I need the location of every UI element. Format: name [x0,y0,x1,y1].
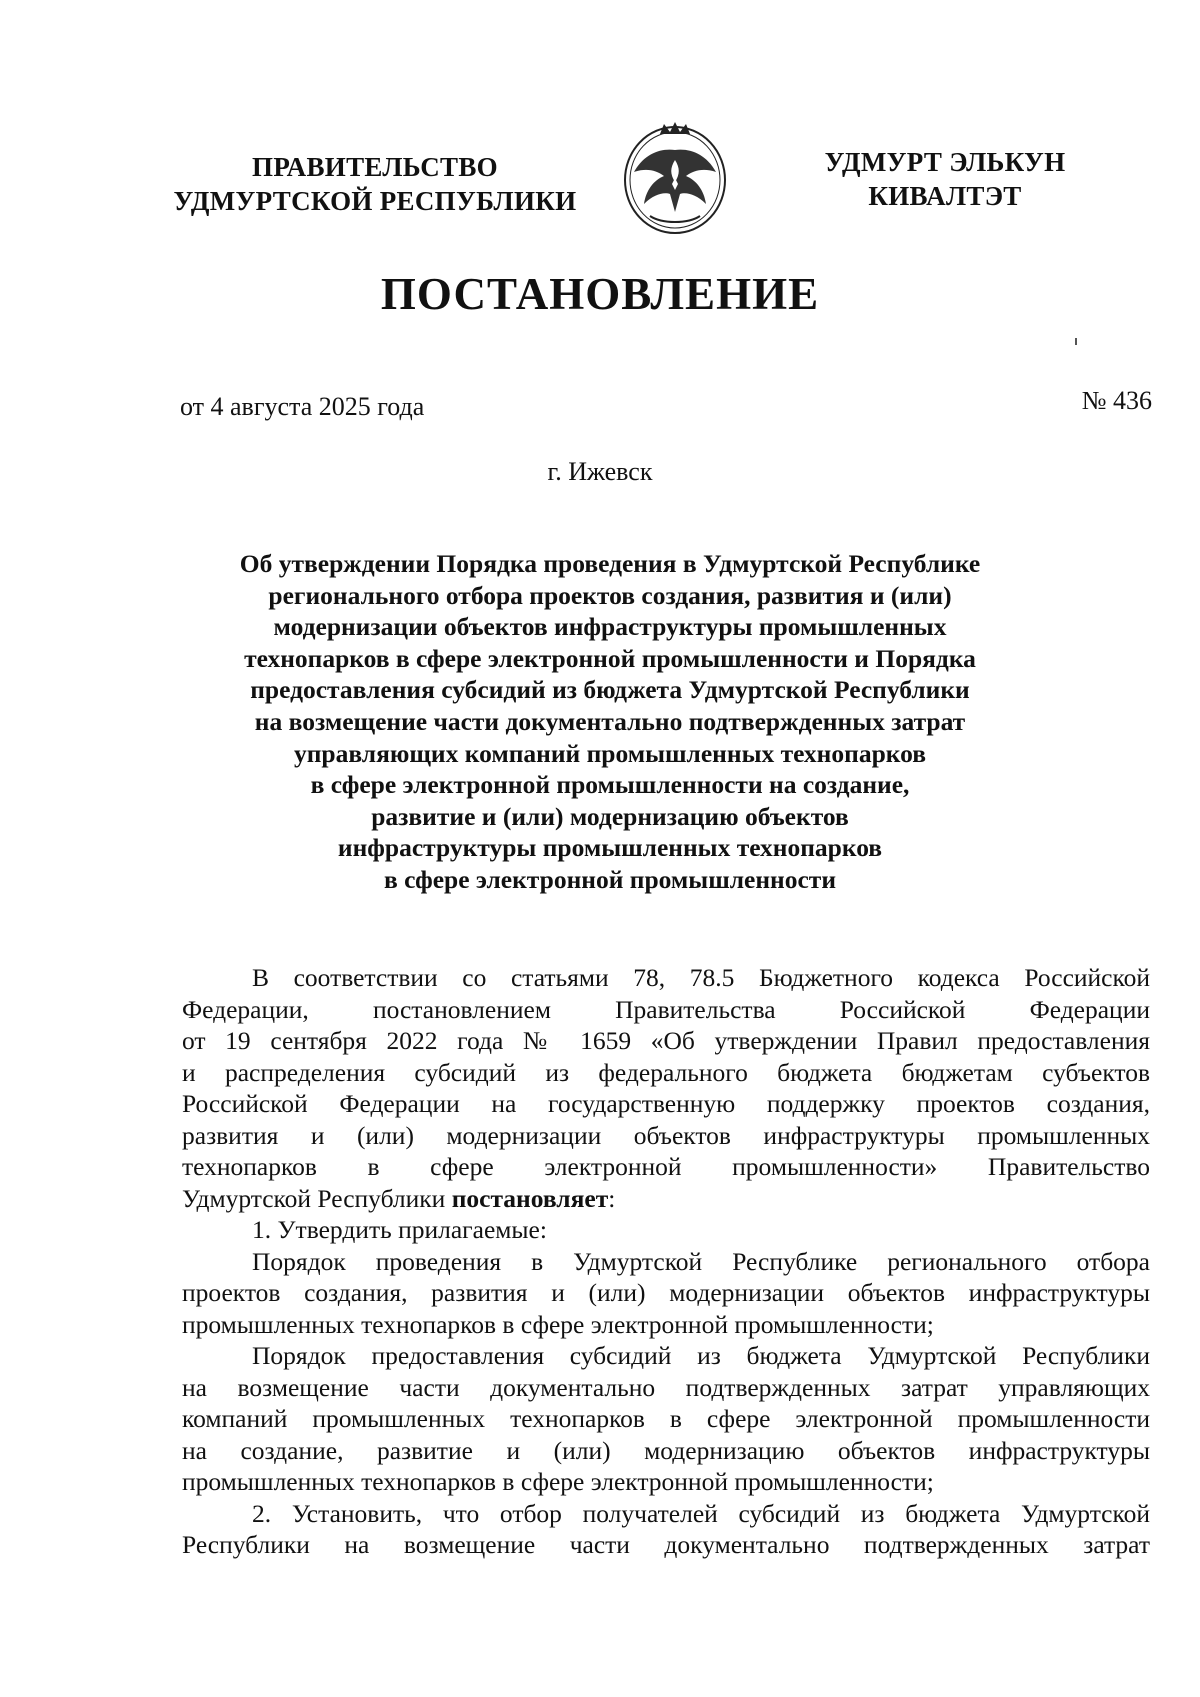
header-right-line-1: УДМУРТ ЭЛЬКУН [824,147,1066,177]
body-line: Порядок предоставления субсидий из бюджета Удмуртской Республики [252,1341,1150,1370]
body-line: проектов создания, развития и (или) модернизации объектов инфраструктуры [182,1278,1150,1307]
subject-line: развитие и (или) модернизацию объектов [371,801,849,831]
header-left-line-2: УДМУРТСКОЙ РЕСПУБЛИКИ [173,186,577,216]
body-line: Республики на возмещение части документально подтвержденных затрат [182,1530,1150,1559]
subject-line: предоставления субсидий из бюджета Удмуртской Республики [250,675,970,705]
body-line: Порядок проведения в Удмуртской Республике регионального отбора [252,1246,1150,1276]
body-line: промышленных технопарков в сфере электронной промышленности; [182,1467,934,1496]
body-line: компаний промышленных технопарков в сфере электронной промышленности [182,1404,1150,1433]
body-line: Российской Федерации на государственную поддержку проектов создания, [182,1089,1150,1118]
body-line: и распределения субсидий из федерального бюджета бюджетам субъектов [182,1057,1150,1087]
header-left [170,150,580,218]
body-line: 2. Установить, что отбор получателей субсидий из бюджета Удмуртской [252,1498,1150,1528]
body-line: промышленных технопарков в сфере электронной промышленности; [182,1309,934,1339]
subject-line: модернизации объектов инфраструктуры промышленных [273,612,947,642]
body-paragraph-order-2 [182,1340,1150,1498]
body-paragraph-item-2 [182,1498,1150,1561]
subject-line: регионального отбора проектов создания, развития и (или) [268,580,952,610]
coat-of-arms-emblem [620,120,730,235]
subject-line: Об утверждении Порядка проведения в Удмуртской Республике [239,549,981,578]
body-line [182,1183,1150,1215]
document-number: № 436 [1081,386,1152,415]
document-body [182,962,1150,1561]
subject-line: в сфере электронной промышленности на создание, [310,770,910,800]
body-text: : [608,1183,616,1213]
body-line: технопарков в сфере электронной промышленности» Правительство [182,1152,1150,1181]
document-city: г. Ижевск [547,457,653,486]
document-type-title: ПОСТАНОВЛЕНИЕ [380,269,820,319]
body-line: В соответствии со статьями 78, 78.5 Бюджетного кодекса Российской [252,963,1150,992]
header-right [800,145,1090,213]
body-line: развития и (или) модернизации объектов инфраструктуры промышленных [182,1120,1150,1150]
header-right-line-2: КИВАЛТЭТ [868,181,1022,211]
document-subject [200,548,1020,896]
scan-speck [1075,338,1077,345]
body-line: на создание, развитие и (или) модернизацию объектов инфраструктуры [182,1435,1150,1465]
subject-line: управляющих компаний промышленных технопарков [293,738,926,768]
subject-line: инфраструктуры промышленных технопарков [337,833,883,863]
decree-verb: постановляет [451,1183,609,1213]
subject-line: на возмещение части документально подтвержденных затрат [254,706,966,736]
body-paragraph-order-1 [182,1246,1150,1341]
subject-line: в сфере электронной промышленности [383,864,837,894]
subject-line: технопарков в сфере электронной промышленности и Порядка [244,643,976,673]
body-line: Федерации, постановлением Правительства Российской Федерации [182,994,1150,1024]
body-line: на возмещение части документально подтвержденных затрат управляющих [182,1372,1150,1402]
body-text: Удмуртской Республики [182,1183,452,1213]
item-1-heading: 1. Утвердить прилагаемые: [252,1215,547,1244]
body-paragraph-preamble [182,962,1150,1214]
document-date: от 4 августа 2025 года [180,392,425,421]
header-left-line-1: ПРАВИТЕЛЬСТВО [252,152,498,182]
body-line: от 19 сентября 2022 года № 1659 «Об утверждении Правил предоставления [182,1026,1150,1055]
